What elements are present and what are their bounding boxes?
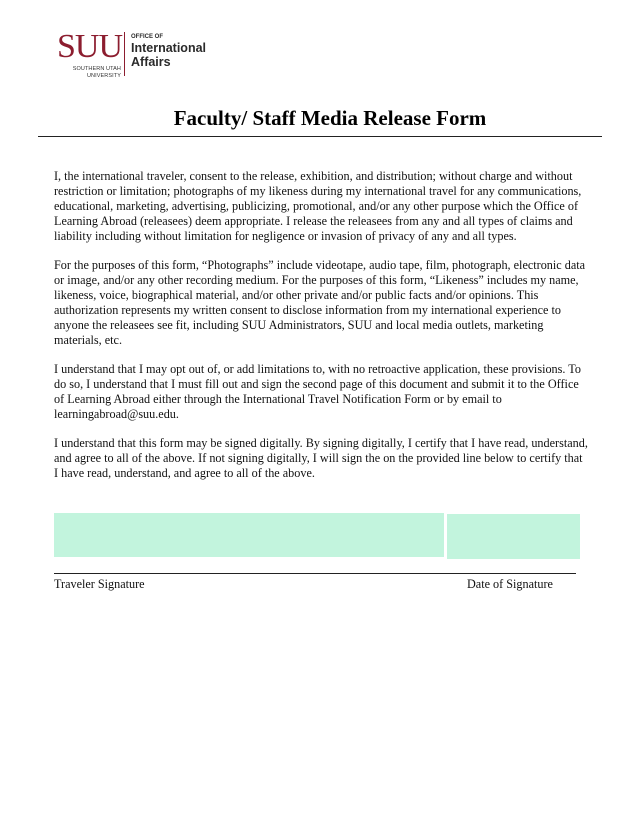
traveler-signature-label: Traveler Signature (54, 577, 145, 591)
logo-mark: SUU (57, 28, 123, 65)
date-of-signature-field[interactable] (447, 514, 580, 559)
page-title: Faculty/ Staff Media Release Form (173, 106, 487, 130)
logo-divider (124, 32, 125, 76)
paragraph-definitions: For the purposes of this form, “Photographs” include videotape, audio tape, film, photograph, electronic data or image, and/or any other recording medium. For the purposes of this form, “Likeness” includes my name, likeness, voice, biographical material, and/or other private and/or public facts and/or opinions. This authorization represents my written consent to disclose information from my international experience to anyone the releasees see fit, including SUU Administrators, SUU and local media outlets, marketing materials, etc. (54, 258, 586, 347)
logo-university-name (57, 66, 121, 80)
paragraph-consent: I, the international traveler, consent to the release, exhibition, and distribution; without charge and without restriction or limitation; photographs of my likeness during my international travel for any communications, educational, marketing, advertising, publicizing, promotional, and/or any other purpose which the Office of Learning Abroad (releasees) deem appropriate. I release the releasees from any and all types of claims and liability including without limitation for negligence or invasion of privacy of any and all types. (54, 169, 582, 243)
logo-sub-line2: UNIVERSITY (86, 73, 121, 79)
traveler-signature-field[interactable] (54, 513, 444, 557)
logo-office-label: OFFICE OF (131, 34, 163, 40)
logo-sub-line1: SOUTHERN UTAH (72, 66, 121, 72)
logo-office-line1: International (131, 41, 207, 55)
release-text (54, 169, 589, 495)
title-divider (38, 136, 602, 137)
paragraph-opt-out: I understand that I may opt out of, or add limitations to, with no retroactive application, these provisions. To do so, I understand that I must fill out and sign the second page of this document and submit it to the Office of Learning Abroad either through the International Travel Notification Form or by email to learningabroad@suu.edu. (54, 361, 581, 421)
signature-line (54, 573, 576, 574)
logo-office-line2: Affairs (131, 55, 171, 69)
date-of-signature-label: Date of Signature (467, 577, 553, 591)
paragraph-digital-signing: I understand that this form may be signed digitally. By signing digitally, I certify that I have read, understand, and agree to all of the above. If not signing digitally, I will sign the on the provided line below to certify that I have read, understand, and agree to all of the above. (54, 436, 588, 480)
logo-office-name (131, 33, 206, 69)
